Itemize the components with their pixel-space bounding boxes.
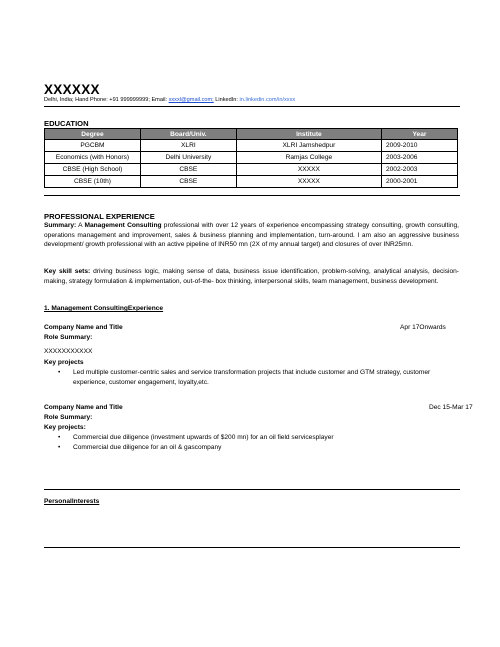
table-row	[45, 152, 458, 164]
table-row	[45, 176, 458, 188]
table-cell: 2003-2006	[381, 152, 457, 164]
experience-heading: PROFESSIONAL EXPERIENCE	[44, 212, 155, 221]
table-row	[45, 140, 458, 152]
subsection-heading: 1. Management ConsultingExperience	[44, 305, 164, 312]
table-cell: Economics (with Honors)	[45, 152, 141, 164]
table-cell: XLRI Jamshedpur	[236, 140, 381, 152]
summary-text: A	[76, 222, 85, 229]
contact-details: Delhi, India; Hand Phone: +91 999999999; Email:	[44, 97, 169, 103]
key-projects-label: Key projects	[44, 359, 84, 366]
table-cell: CBSE	[140, 176, 236, 188]
role-summary-label: Role Summary:	[44, 414, 93, 421]
project-list	[58, 433, 460, 452]
table-cell: 2000-2001	[381, 176, 457, 188]
column-header: Year	[381, 129, 457, 140]
email-link[interactable]: xxxxl@gmail.com;	[168, 97, 214, 103]
linkedin-link[interactable]: in.linkedin.com/in/xxxx	[239, 97, 296, 103]
experience-divider	[44, 489, 460, 490]
summary-label: Summary:	[44, 222, 77, 229]
table-cell: CBSE (10th)	[45, 176, 141, 188]
list-item: • Commercial due diligence for an oil & gascompany	[58, 443, 460, 453]
linkedin-label: LinkedIn:	[213, 97, 240, 103]
role-date: Dec 15-Mar 17	[429, 404, 473, 411]
company-title: Company Name and Title	[44, 324, 123, 331]
header-divider	[44, 106, 460, 107]
table-cell: PGCBM	[45, 140, 141, 152]
table-cell: XXXXX	[236, 164, 381, 176]
column-header: Board/Univ.	[140, 129, 236, 140]
role-summary-label: Role Summary:	[44, 334, 93, 341]
summary-paragraph	[44, 221, 459, 250]
skills-label: Key skill sets:	[44, 268, 91, 275]
column-header: Degree	[45, 129, 141, 140]
education-header-row	[45, 129, 458, 140]
table-cell: 2002-2003	[381, 164, 457, 176]
role-date: Apr 17Onwards	[400, 324, 446, 331]
project-list	[58, 368, 460, 387]
list-item: • Led multiple customer-centric sales and service transformation projects that include customer and GTM strategy, customer experience, customer engagement, loyalty,etc.	[58, 368, 460, 387]
table-cell: Ramjas College	[236, 152, 381, 164]
table-cell: CBSE	[140, 164, 236, 176]
interests-heading: PersonalInterests	[44, 498, 100, 505]
key-projects-label: Key projects:	[44, 424, 86, 431]
table-cell: 2009-2010	[381, 140, 457, 152]
column-header: Institute	[236, 129, 381, 140]
summary-text: professional with over 12 years of experience encompassing strategy consulting, growth consulting, operations management and improvement, sales & business planning and implementation, turn-around. I am also an aggressive business development/ growth professional with an active pipeline of INR50 mn (2X of my annual target) and closures of over INR25mn.	[44, 222, 459, 249]
company-title: Company Name and Title	[44, 404, 123, 411]
interests-divider	[44, 547, 460, 548]
education-table	[44, 128, 458, 188]
table-row	[45, 164, 458, 176]
table-cell: Delhi University	[140, 152, 236, 164]
candidate-name: XXXXXX	[44, 82, 100, 97]
table-cell: XLRI	[140, 140, 236, 152]
skills-paragraph	[44, 267, 459, 286]
contact-line	[44, 97, 295, 103]
summary-highlight: Management Consulting	[84, 222, 162, 229]
table-cell: CBSE (High School)	[45, 164, 141, 176]
education-divider	[44, 195, 460, 196]
role-summary-value: XXXXXXXXXXX	[44, 348, 93, 355]
list-item: • Commercial due diligence (investment upwards of $200 mn) for an oil field servicesplayer	[58, 433, 460, 443]
education-heading: EDUCATION	[44, 119, 89, 128]
table-cell: XXXXX	[236, 176, 381, 188]
skills-text: driving business logic, making sense of data, business issue identification, problem-solving, analytical analysis, decision-making, strategy formulation & implementation, out-of-the- box thinking, interpersonal skills, team management, business development.	[44, 268, 459, 285]
